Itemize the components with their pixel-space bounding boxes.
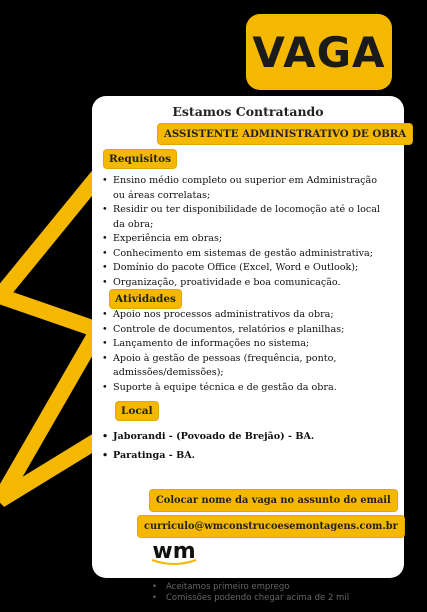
vaga-title: VAGA	[252, 27, 386, 77]
vaga-banner	[246, 14, 392, 90]
footer-item: • Aceitamos primeiro emprego	[150, 582, 349, 593]
list-item: • Suporte à equipe técnica e de gestão da obra.	[102, 381, 362, 396]
email-link[interactable]: curriculo@wmconstrucoesemontagens.com.br	[138, 516, 404, 537]
hiring-heading: Estamos Contratando	[172, 104, 324, 119]
list-item: • Ensino médio completo ou superior em Administração ou áreas correlatas;	[102, 174, 392, 203]
local-label: Local	[116, 402, 158, 420]
list-item: • Experiência em obras;	[102, 232, 392, 247]
role-title-badge: ASSISTENTE ADMINISTRATIVO DE OBRA	[158, 124, 412, 144]
list-item: • Residir ou ter disponibilidade de locomoção até o local da obra;	[102, 203, 392, 232]
list-item: • Organização, proatividade e boa comunicação.	[102, 276, 392, 291]
local-list	[102, 430, 392, 467]
list-item: • Lançamento de informações no sistema;	[102, 337, 362, 352]
wm-logo-icon	[146, 536, 202, 570]
email-subject-instruction: Colocar nome da vaga no assunto do email	[150, 490, 397, 511]
list-item: • Paratinga - BA.	[102, 449, 392, 464]
list-item: • Conhecimento em sistemas de gestão administrativa;	[102, 247, 392, 262]
list-item: • Controle de documentos, relatórios e planilhas;	[102, 323, 362, 338]
requisitos-list	[102, 174, 392, 290]
list-item: • Jaborandi - (Povoado de Brejão) - BA.	[102, 430, 392, 445]
requisitos-label: Requisitos	[104, 150, 176, 168]
footer-list	[150, 582, 349, 604]
list-item: • Domínio do pacote Office (Excel, Word e Outlook);	[102, 261, 392, 276]
atividades-list	[102, 308, 362, 395]
footer-item: • Comissões podendo chegar acima de 2 mil	[150, 593, 349, 604]
list-item: • Apoio à gestão de pessoas (frequência, ponto, admissões/demissões);	[102, 352, 362, 381]
job-card	[92, 96, 407, 578]
logo-text: wm	[152, 539, 196, 564]
list-item: • Apoio nos processos administrativos da obra;	[102, 308, 362, 323]
atividades-label: Atividades	[110, 290, 181, 308]
